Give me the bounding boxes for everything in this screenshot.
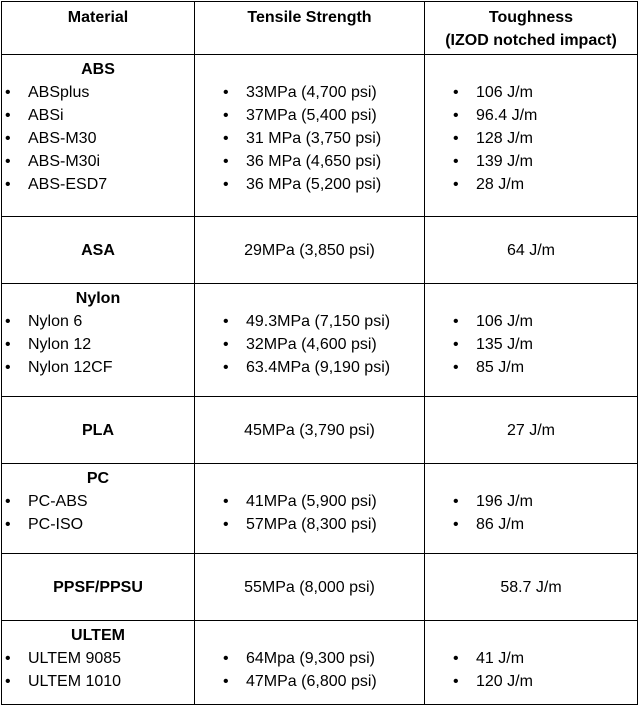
tensile-strength-value [220,150,424,173]
tensile-strength-value [220,647,424,670]
bullet-icon: • [5,107,11,124]
bullet-icon: • [223,313,229,330]
material-group-name: Nylon [75,290,121,307]
bullet-icon: • [5,673,11,690]
header-row [2,2,638,55]
header-toughness: Toughness (IZOD notched impact) [425,2,638,55]
material-list-item [2,310,194,333]
bullet-icon: • [5,84,11,101]
toughness-value [450,647,637,670]
tensile-strength-value [220,490,424,513]
bullet-icon: • [5,516,11,533]
toughness-text: 128 J/m [476,130,533,147]
material-item-label: ABS-M30 [28,130,97,147]
tensile-strength-value [220,81,424,104]
bullet-icon: • [5,153,11,170]
bullet-icon: • [223,130,229,147]
toughness-cell [425,621,638,705]
tensile-strength-cell [195,284,425,397]
material-list [2,81,194,196]
toughness-list [425,81,637,196]
bullet-icon: • [453,153,459,170]
toughness-list [425,490,637,536]
material-list-item [2,104,194,127]
bullet-icon: • [453,176,459,193]
tensile-strength-cell [195,55,425,217]
toughness-text: 120 J/m [476,673,533,690]
tensile-strength-text: 47MPa (6,800 psi) [246,673,377,690]
toughness-text: 106 J/m [476,313,533,330]
bullet-icon: • [453,673,459,690]
bullet-icon: • [5,359,11,376]
tensile-strength-text: 33MPa (4,700 psi) [246,84,377,101]
tensile-strength-text: 31 MPa (3,750 psi) [246,130,382,147]
material-item-label: ULTEM 9085 [28,650,122,667]
bullet-icon: • [5,650,11,667]
tensile-strength-text: 36 MPa (5,200 psi) [246,176,382,193]
bullet-icon: • [5,493,11,510]
tensile-strength-value [220,173,424,196]
header-material: Material [2,2,195,55]
bullet-icon: • [223,84,229,101]
tensile-strength-value [220,333,424,356]
tensile-strength-text: 37MPa (5,400 psi) [246,107,377,124]
material-item-label: Nylon 12CF [28,359,113,376]
toughness-text: 96.4 J/m [476,107,538,124]
toughness-cell: 27 J/m [425,397,638,464]
material-item-label: Nylon 12 [28,336,92,353]
material-item-label: PC-ISO [28,516,84,533]
material-cell [2,621,195,705]
bullet-icon: • [5,336,11,353]
tensile-strength-text: 36 MPa (4,650 psi) [246,153,382,170]
toughness-cell [425,284,638,397]
bullet-icon: • [453,107,459,124]
material-group-name: PC [86,470,110,487]
toughness-text: 86 J/m [476,516,525,533]
tensile-strength-value [220,127,424,150]
material-list-item [2,150,194,173]
bullet-icon: • [453,336,459,353]
material-cell [2,55,195,217]
tensile-strength-cell [195,621,425,705]
tensile-strength-value [220,670,424,693]
toughness-cell [425,464,638,554]
material-cell [2,284,195,397]
tensile-strength-value [220,310,424,333]
tensile-strength-cell [195,464,425,554]
toughness-text: 41 J/m [476,650,525,667]
toughness-cell [425,55,638,217]
bullet-icon: • [223,516,229,533]
bullet-icon: • [223,176,229,193]
material-group-name: ULTEM [71,627,125,644]
toughness-value [450,333,637,356]
material-row [2,621,638,705]
material-list [2,490,194,536]
tensile-strength-text: 41MPa (5,900 psi) [246,493,377,510]
toughness-cell: 58.7 J/m [425,554,638,621]
bullet-icon: • [453,130,459,147]
material-cell [2,464,195,554]
material-list [2,310,194,379]
material-list-item [2,127,194,150]
toughness-cell: 64 J/m [425,217,638,284]
toughness-text: 139 J/m [476,153,533,170]
bullet-icon: • [5,176,11,193]
material-row [2,397,638,464]
toughness-value [450,490,637,513]
toughness-value [450,150,637,173]
material-list-item [2,647,194,670]
material-group-name: PLA [2,397,195,464]
tensile-strength-cell: 29MPa (3,850 psi) [195,217,425,284]
bullet-icon: • [223,493,229,510]
material-item-label: Nylon 6 [28,313,83,330]
toughness-value [450,513,637,536]
bullet-icon: • [5,313,11,330]
tensile-strength-value [220,513,424,536]
material-list-item [2,490,194,513]
toughness-text: 196 J/m [476,493,533,510]
material-row [2,284,638,397]
tensile-strength-text: 57MPa (8,300 psi) [246,516,377,533]
toughness-value [450,104,637,127]
material-list-item [2,333,194,356]
material-item-label: PC-ABS [28,493,88,510]
bullet-icon: • [223,650,229,667]
material-row [2,554,638,621]
material-item-label: ABS-ESD7 [28,176,108,193]
bullet-icon: • [453,516,459,533]
material-group-name: ASA [2,217,195,284]
toughness-value [450,173,637,196]
tensile-strength-list [195,81,424,196]
material-item-label: ULTEM 1010 [28,673,122,690]
toughness-list [425,647,637,693]
bullet-icon: • [5,130,11,147]
bullet-icon: • [223,336,229,353]
bullet-icon: • [223,359,229,376]
bullet-icon: • [453,493,459,510]
material-row [2,464,638,554]
bullet-icon: • [453,313,459,330]
tensile-strength-list [195,647,424,693]
tensile-strength-text: 32MPa (4,600 psi) [246,336,377,353]
material-list-item [2,670,194,693]
bullet-icon: • [223,107,229,124]
tensile-strength-cell: 55MPa (8,000 psi) [195,554,425,621]
tensile-strength-text: 64Mpa (9,300 psi) [246,650,375,667]
material-list [2,647,194,693]
tensile-strength-list [195,310,424,379]
material-list-item [2,173,194,196]
material-group-name: PPSF/PPSU [2,554,195,621]
toughness-text: 85 J/m [476,359,525,376]
material-list-item [2,81,194,104]
bullet-icon: • [453,359,459,376]
material-row [2,217,638,284]
tensile-strength-text: 49.3MPa (7,150 psi) [246,313,391,330]
toughness-text: 106 J/m [476,84,533,101]
material-item-label: ABSplus [28,84,90,101]
bullet-icon: • [223,153,229,170]
toughness-text: 135 J/m [476,336,533,353]
material-item-label: ABS-M30i [28,153,101,170]
material-row [2,55,638,217]
bullet-icon: • [453,84,459,101]
tensile-strength-text: 63.4MPa (9,190 psi) [246,359,391,376]
tensile-strength-list [195,490,424,536]
material-item-label: ABSi [28,107,64,124]
toughness-value [450,670,637,693]
toughness-value [450,310,637,333]
toughness-value [450,81,637,104]
toughness-value [450,356,637,379]
tensile-strength-value [220,356,424,379]
material-list-item [2,356,194,379]
tensile-strength-value [220,104,424,127]
bullet-icon: • [453,650,459,667]
header-tensile-strength: Tensile Strength [195,2,425,55]
material-list-item [2,513,194,536]
toughness-list [425,310,637,379]
toughness-value [450,127,637,150]
bullet-icon: • [223,673,229,690]
tensile-strength-cell: 45MPa (3,790 psi) [195,397,425,464]
materials-table [1,1,638,705]
material-group-name: ABS [81,61,115,78]
toughness-text: 28 J/m [476,176,525,193]
